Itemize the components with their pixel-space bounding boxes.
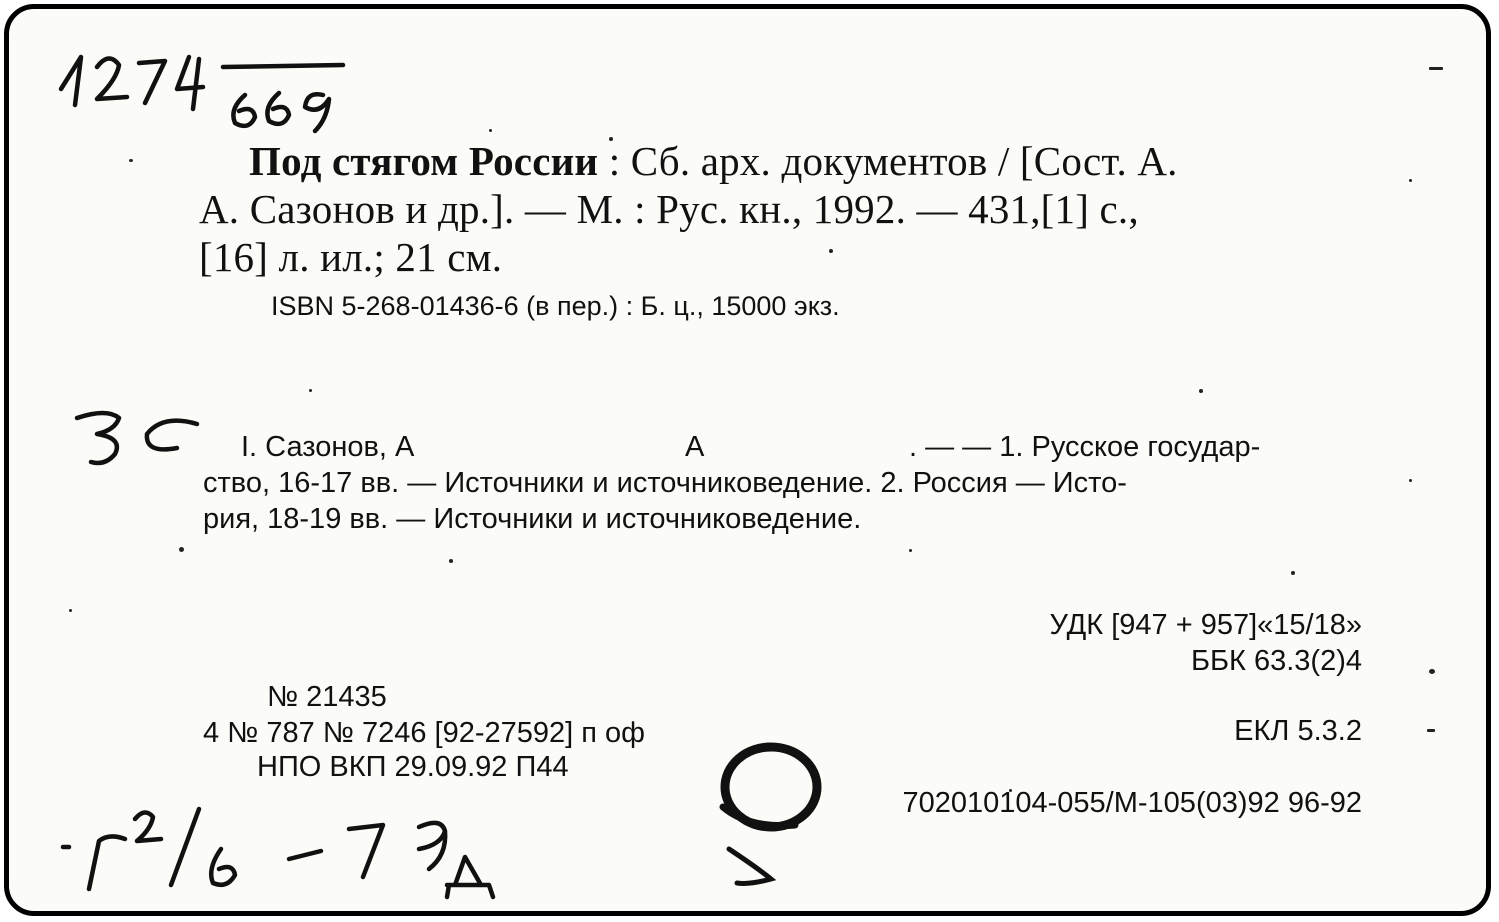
speck — [1291, 571, 1295, 575]
book-title: Под стягом России — [249, 138, 599, 184]
tracing-subjects-start: . — — 1. Русское государ- — [909, 431, 1261, 463]
title-line-2: А. Сазонов и др.]. — М. : Рус. кн., 1992. — 431,[1] с., — [199, 186, 1139, 232]
title-line-3: [16] л. ил.; 21 см. — [199, 234, 503, 280]
catalog-card — [4, 4, 1491, 916]
speck — [449, 559, 453, 563]
title-rest: : Сб. арх. документов / [Сост. А. — [598, 138, 1178, 184]
publication-code: 702010104-055/М-105(03)92 96-92 — [902, 787, 1362, 819]
speck — [129, 159, 133, 162]
title-line-1 — [249, 137, 1178, 185]
speck — [179, 547, 184, 552]
speck — [1427, 729, 1435, 732]
tracing-line-2: ство, 16-17 вв. — Источники и источниковедение. 2. Россия — Исто- — [203, 467, 1127, 499]
tracing-line-1 — [241, 431, 1371, 464]
speck — [489, 129, 492, 132]
speck — [1409, 479, 1412, 482]
speck — [1199, 389, 1203, 393]
speck — [1409, 179, 1412, 182]
handwritten-margin-mark — [67, 404, 217, 474]
bbk-code: ББК 63.3(2)4 — [1190, 645, 1362, 677]
speck — [309, 389, 312, 392]
card-number: № 21435 — [267, 681, 387, 713]
speck — [1429, 669, 1435, 674]
speck — [909, 549, 912, 552]
tracing-initial: А — [685, 431, 705, 463]
tracing-author: I. Сазонов, А — [241, 431, 415, 463]
printer-line: НПО ВКП 29.09.92 П44 — [257, 751, 569, 783]
print-order-line: 4 № 787 № 7246 [92-27592] п оф — [203, 717, 646, 749]
udk-code: УДК [947 + 957]«15/18» — [1049, 609, 1362, 641]
tracing-line-3: рия, 18-19 вв. — Источники и источниковедение. — [203, 503, 862, 535]
speck — [69, 609, 72, 612]
ekl-code: ЕКЛ 5.3.2 — [1234, 715, 1362, 747]
handwritten-shelf-note — [49, 789, 509, 909]
speck — [1429, 67, 1443, 70]
copyright-circle-mark — [699, 729, 839, 899]
isbn-line: ISBN 5-268-01436-6 (в пер.) : Б. ц., 15000 экз. — [271, 291, 840, 321]
handwritten-call-number — [39, 27, 359, 137]
speck — [829, 249, 833, 253]
